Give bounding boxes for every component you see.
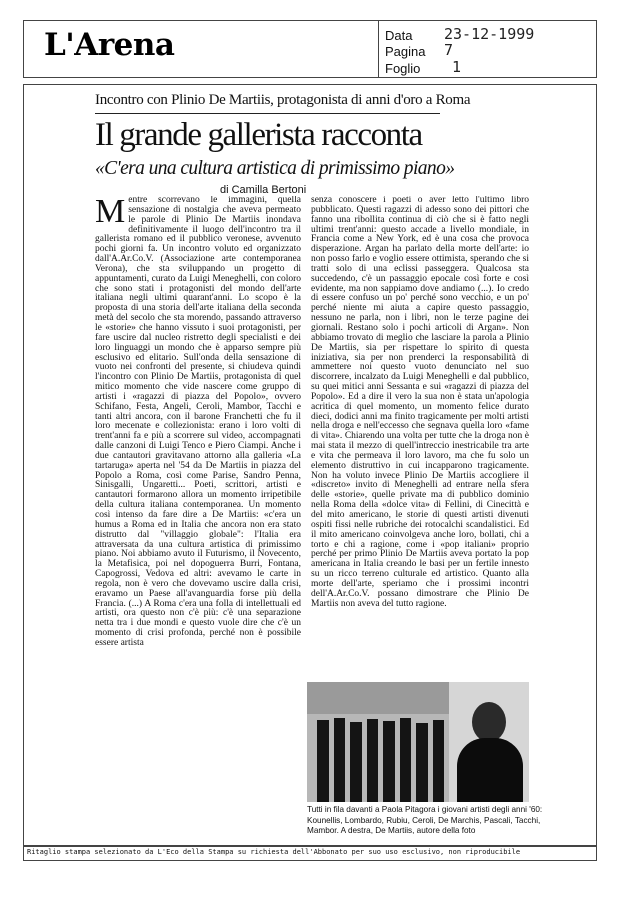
page-value: 7 <box>444 41 454 59</box>
photo-figure <box>400 718 411 802</box>
photo-portrait-body <box>457 738 523 802</box>
photo-figure <box>367 719 378 802</box>
photo-figure <box>317 720 329 802</box>
article-byline: di Camilla Bertoni <box>220 184 307 196</box>
article-subhead: «C'era una cultura artistica di primissimo piano» <box>95 158 455 179</box>
photo-figure <box>433 720 444 802</box>
article-headline: Il grande gallerista racconta <box>95 117 422 153</box>
clipping-footer <box>23 846 597 861</box>
photo-portrait-head <box>472 702 506 742</box>
article-column-2 <box>311 196 529 642</box>
sheet-value: 1 <box>452 58 462 76</box>
photo-figure <box>383 721 395 802</box>
newspaper-masthead: L'Arena <box>44 27 175 63</box>
article-photo <box>307 682 529 802</box>
page-label: Pagina <box>385 44 426 59</box>
date-label: Data <box>385 28 413 43</box>
article-kicker: Incontro con Plinio De Martiis, protagonista di anni d'oro a Roma <box>95 92 471 108</box>
column-2-text: senza conoscere i poeti o aver letto l'ultimo libro pubblicato. Questi ragazzi di adesso sono dei pittori che fanno una ribollita continua di ciò che si è fatto negli ultimi trent'anni: questo accade a livello mondiale, in Francia come a New York, ed è una cosa che provoca disperazione. Argan ha parlato della morte dell'arte: io non posso farlo e voglio essere ottimista, sperando che si tratti solo di una eclissi passeggera. Qualcosa sta succedendo, c'è un passaggio epocale così forte e così evidente, ma non sappiamo dove andiamo (...). Io credo di essere confuso un po' perché sono vecchio, e un po' perché niente mi aiuta a capire questo passaggio, nessuno ne parla, non i libri, non le terze pagine dei giornali. Restano solo i pochi articoli di Argan». Non abbiamo trovato di meglio che lasciare la parola a Plinio De Martiis, sia per rispettare lo spirito di questa iniziativa, sia per non prenderci la responsabilità di ammettere noi questo vuoto denunciato nel suo discorrere, incalzato da Luigi Meneghelli e dal pubblico, su quei mitici anni Sessanta e sui «ragazzi di piazza del Popolo». Ed a dire il vero la sua non è stata un'apologia acritica di quel momento, un momento felice durato dieci, dodici anni ma finito tragicamente per molti artisti nella droga e nell'eccesso che segnava quella loro «fame di vita». Chiarendo una volta per tutte che la droga non è mai stata il mezzo di quell'intreccio inestricabile tra arte e vita che permeava il loro lavoro, ma che fu solo un elemento distruttivo in cui incapparono tragicamente. Non ha voluto invece Plinio De Martiis accogliere il «discreto» invito di Meneghelli ad entrare nella sfera delle «storie», quelle private ma di pubblico dominio nella Roma della «dolce vita» di Fellini, di Cinecittà e del mito americano, le storie di questi artisti divenuti ospiti fissi nelle rubriche dei rotocalchi scandalistici. Ed il mito americano coinvolgeva anche loro, bollati, chi a torto e chi a ragione, come i «pop italiani» proprio perché per primo Plinio De Martiis aveva portato la pop americana in Italia creando le basi per un fertile innesto su un ricco terreno culturale ed artistico. Quanto alla morte dell'arte, speriamo che i prossimi incontri dell'A.Ar.Co.V. possano dimostrare che Plinio De Martiis non aveva del tutto ragione. <box>311 196 529 609</box>
photo-figure <box>350 722 362 802</box>
article-column-1 <box>95 196 301 844</box>
drop-cap: M <box>95 196 126 230</box>
column-1-text: entre scorrevano le immagini, quella sensazione di nostalgia che aveva permeato le parole di Plinio De Martiis inondava definitivamente il luogo dell'incontro tra il gallerista romano ed il pubblico veronese, avvenuto pochi giorni fa. Un incontro voluto ed organizzato dall'A.Ar.Co.V. (Associazione arte contemporanea Verona), che sta sviluppando un progetto di appuntamenti, curato da Luigi Meneghelli, con coloro che sono stati i protagonisti del mondo dell'arte italiana negli ultimi quarant'anni. Lo scopo è la proposta di una storia dell'arte italiana della seconda metà del secolo che sta morendo, passando attraverso le «storie» che hanno vissuto i suoi protagonisti, per fare uscire dal nucleo ristretto degli specialisti e dei loro linguaggi un mondo che è apparso sempre più esclusivo ed elitario. Sull'onda della sensazione di vuoto nei confronti del presente, si chiudeva quindi l'incontro con Plinio De Martiis, protagonista di quel mitico momento che vide nascere come gruppo di artisti i «ragazzi di piazza del Popolo», ovvero Schifano, Festa, Angeli, Ceroli, Mambor, Tacchi e tanti altri ancora, con il barone Franchetti che fu il loro mecenate e collezionista: erano i loro volti di trent'anni fa e più a scorrere sul video, accompagnati dalle canzoni di Luigi Tenco e Piero Ciampi. Anche i due cantautori gravitavano attorno alla galleria «La tartaruga» aperta nel '54 da De Martiis in piazza del Popolo a Roma, così come Parise, Sandro Penna, Sinisgalli, Ungaretti... Poeti, scrittori, artisti e cantautori formarono allora un momento irripetibile della cultura italiana contemporanea. Un momento così intenso da fare dire a De Martiis: «c'era un humus a Roma ed in Italia che ancora non era stato distrutto dal "villaggio globale": l'Italia era attraversata da una cultura artistica di primissimo piano. Noi abbiamo avuto il Futurismo, il Novecento, la Metafisica, poi nel dopoguerra Burri, Fontana, Capogrossi, Vedova ed altri: avevamo le carte in regola, non è vero che dovevamo uscire dalla crisi, eravamo un Paese all'avanguardia forse più della Francia. (...) A Roma c'era una folla di intellettuali ed artisti, ora questo non c'è più: c'è una separazione netta tra i due mondi e questo vuole dire che c'è un momento di crisi profonda, perché non è possibile essere artista <box>95 196 301 648</box>
footer-notice: Ritaglio stampa selezionato da L'Eco della Stampa su richiesta dell'Abbonato per suo uso esclusivo, non riproducibile <box>27 848 521 856</box>
date-value: 23-12-1999 <box>444 25 535 43</box>
header-divider <box>378 21 379 77</box>
photo-caption: Tutti in fila davanti a Paola Pitagora i giovani artisti degli anni '60: Kounellis, Lombardo, Rubiu, Ceroli, De Marchis, Pascali, Tacchi, Mambor. A destra, De Martiis, autore della foto <box>307 805 543 835</box>
photo-figure <box>416 723 428 802</box>
sheet-label: Foglio <box>385 61 421 76</box>
photo-figure <box>334 718 345 802</box>
kicker-rule <box>95 113 440 114</box>
